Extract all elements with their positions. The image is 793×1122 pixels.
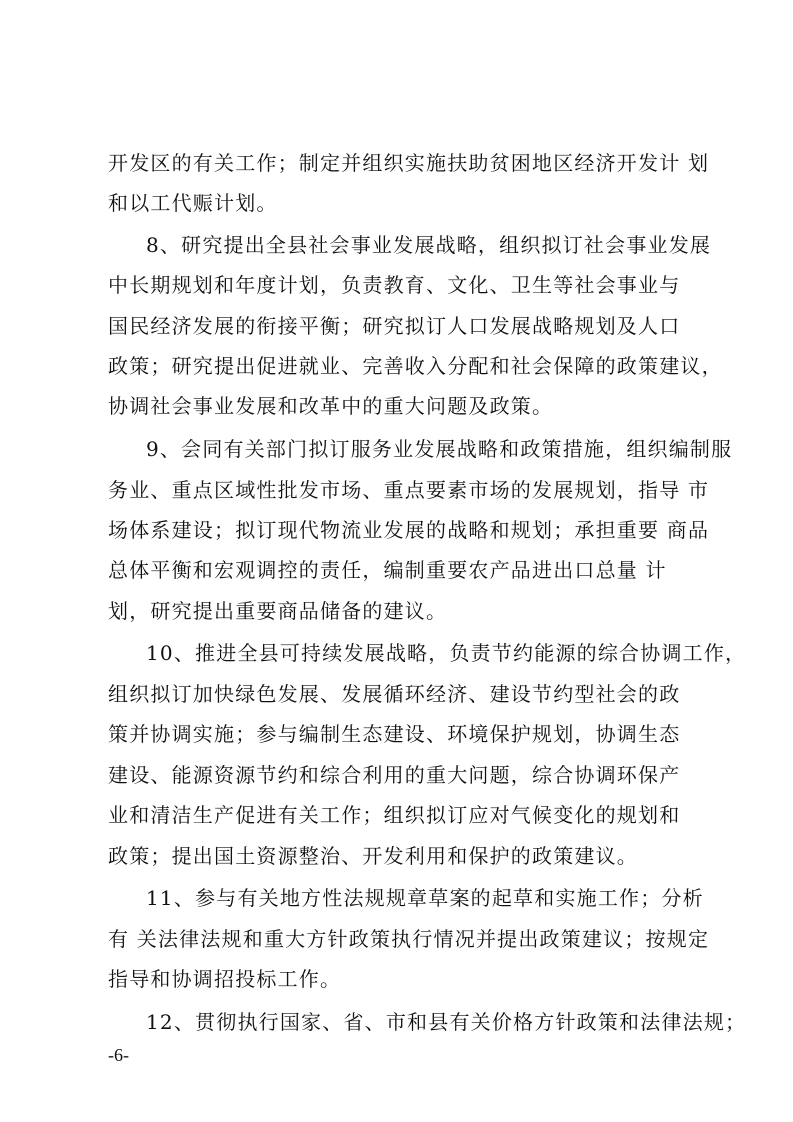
text-line: 策并协调实施；参与编制生态建设、环境保护规划，协调生态 [108,722,681,746]
text-line: 开发区的有关工作；制定并组织实施扶助贫困地区经济开发计 划 [108,151,710,175]
text-line: 中长期规划和年度计划，负责教育、文化、卫生等社会事业与 [108,273,681,297]
text-line: 指导和协调招投标工作。 [108,967,342,991]
text-line: 政策；研究提出促进就业、完善收入分配和社会保障的政策建议， [108,354,723,378]
text-line: 和以工代赈计划。 [108,191,278,215]
text-line: 业和清洁生产促进有关工作；组织拟订应对气候变化的规划和 [108,803,681,827]
text-line: 国民经济发展的衔接平衡；研究拟订人口发展战略规划及人口 [108,314,681,338]
text-line: 场体系建设；拟订现代物流业发展的战略和规划；承担重要 商品 [108,518,710,542]
page-number: -6- [108,1045,129,1065]
text-line: 协调社会事业发展和改革中的重大问题及政策。 [108,394,554,418]
text-line: 8、研究提出全县社会事业发展战略，组织拟订社会事业发展 [146,233,712,257]
text-line: 政策；提出国土资源整治、开发利用和保护的政策建议。 [108,844,638,868]
text-line: 有 关法律法规和重大方针政策执行情况并提出政策建议；按规定 [108,927,710,951]
text-line: 组织拟订加快绿色发展、发展循环经济、建设节约型社会的政 [108,682,681,706]
text-line: 务业、重点区域性批发市场、重点要素市场的发展规划，指导 市 [108,478,710,502]
text-line: 9、会同有关部门拟订服务业发展战略和政策措施，组织编制服 [146,437,733,461]
text-line: 12、贯彻执行国家、省、市和县有关价格方针政策和法律法规； [146,1010,747,1034]
text-line: 建设、能源资源节约和综合利用的重大问题，综合协调环保产 [108,763,681,787]
text-line: 10、推进全县可持续发展战略，负责节约能源的综合协调工作， [146,641,747,665]
text-line: 11、参与有关地方性法规规章草案的起草和实施工作；分析 [146,886,704,910]
text-line: 总体平衡和宏观调控的责任，编制重要农产品进出口总量 计 [108,558,667,582]
text-line: 划，研究提出重要商品储备的建议。 [108,599,448,623]
